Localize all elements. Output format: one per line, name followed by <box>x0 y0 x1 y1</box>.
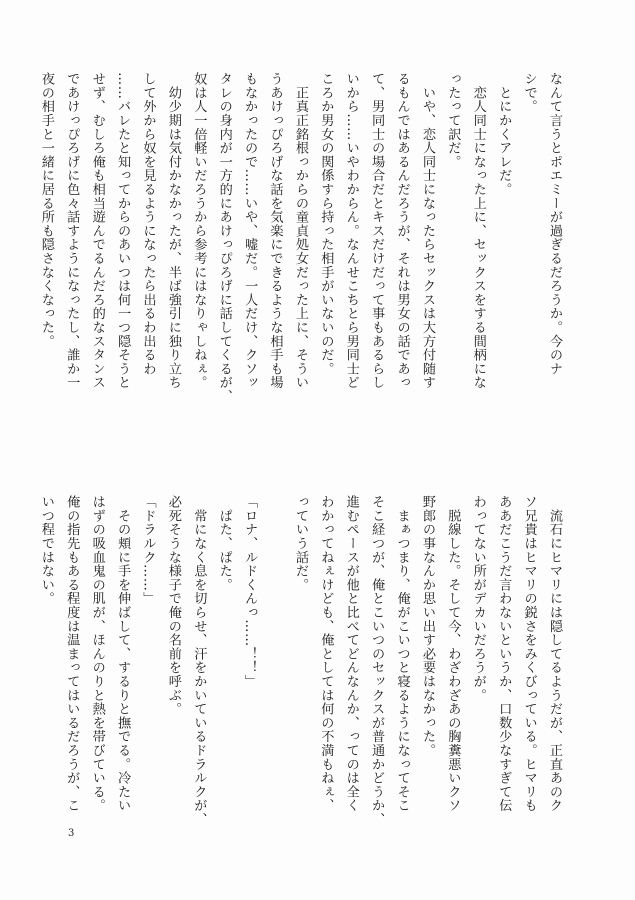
text-line: 「ロナ、ルドくんっ……！！」 <box>242 495 258 689</box>
text-line: 夜の相手と一緒に居る所も隠さなくなった。 <box>38 72 54 348</box>
text-line: ソ兄貴はヒマリの鋭さをみくびっている。ヒマリも <box>521 495 537 813</box>
text-line: 奴は人一倍軽いだろうから参考にはなりゃしねぇ。 <box>191 72 207 390</box>
text-line: っていう話だ。 <box>292 495 308 592</box>
text-line: いつ程ではない。 <box>38 495 54 606</box>
upper-text-block <box>38 72 567 437</box>
text-line: 常になく息を切らせ、汗をかいているドラルクが、 <box>191 495 207 827</box>
text-line: 野郎の事なんか思い出す必要はなかった。 <box>419 495 435 758</box>
text-line: ……バレたと知ってからのあいつは何一つ隠そうと <box>115 72 131 390</box>
text-line: とにかくアレだ。 <box>496 72 512 197</box>
text-line: いから……いやわからん。なんせこちとら男同士ど <box>343 72 359 390</box>
text-line: そこ経つが、俺とこいつのセックスが普通かどうか、 <box>369 495 385 827</box>
text-line: 正真正銘根っからの童貞処女だった上に、そうい <box>292 72 308 390</box>
text-line: シで。 <box>521 72 537 114</box>
text-line: ころか男女の関係すら持った相手がいないのだ。 <box>318 72 334 376</box>
text-line: せず、むしろ俺も相当遊んでるんだろ的なスタンス <box>89 72 105 390</box>
text-line: 幼少期は気付かなかったが、半ば強引に独り立ち <box>165 72 181 390</box>
text-line: ったって訳だ。 <box>445 72 461 169</box>
text-line: ぱた、ぱた。 <box>216 495 232 592</box>
text-line: わかってねぇけども、俺としては何の不満もねぇ、 <box>318 495 334 813</box>
text-line: その頬に手を伸ばして、するりと撫でる。冷たい <box>115 495 131 813</box>
text-line: まぁつまり、俺がこいつと寝るようになってそこ <box>394 495 410 813</box>
text-line: うあけっぴろげな話を気楽にできるような相手も場 <box>267 72 283 390</box>
text-line: 俺の指先もある程度は温まってはいるだろうが、こ <box>64 495 80 813</box>
text-line: して外から奴を見るようになったら出るわ出るわ <box>140 72 156 376</box>
text-line: 進むペースが他と比べてどんなんか、ってのは全く <box>343 495 359 813</box>
text-line: 流石にヒマリには隠してるようだが、正直あのク <box>547 495 562 813</box>
text-line: なんて言うとポエミーが過ぎるだろうか。今のナ <box>547 72 562 376</box>
text-line: 必死そうな様子で俺の名前を呼ぶ。 <box>165 495 181 716</box>
text-line: であけっぴろげに色々話すようになったし、誰か一 <box>64 72 80 390</box>
text-line: るもんではあるんだろうが、それは男女の話であっ <box>394 72 410 390</box>
page-number: 3 <box>68 828 75 839</box>
text-line: わってない所がデカいだろうが。 <box>470 495 486 702</box>
text-line: 脱線した。そして今、わざわざあの胸糞悪いクソ <box>445 495 461 813</box>
text-line <box>262 495 287 810</box>
text-line: もなかったので……いや、嘘だ。一人だけ、クソッ <box>242 72 258 390</box>
lower-text-block <box>38 495 567 827</box>
text-line: いや、恋人同士になったらセックスは大方付随す <box>419 72 435 390</box>
text-line: 「ドラルク……」 <box>140 495 156 606</box>
text-line: 恋人同士になった上に、セックスをする間柄にな <box>470 72 486 390</box>
text-line: はずの吸血鬼の肌が、ほんのりと熱を帯びている。 <box>89 495 105 813</box>
text-line: ああだこうだ言わないというか、口数少なすぎて伝 <box>496 495 512 813</box>
text-line: タレの身内が一方的にあけっぴろげに話してくるが、 <box>216 72 232 404</box>
text-line: て、男同士の場合だとキスだけだって事もあるらし <box>369 72 385 390</box>
